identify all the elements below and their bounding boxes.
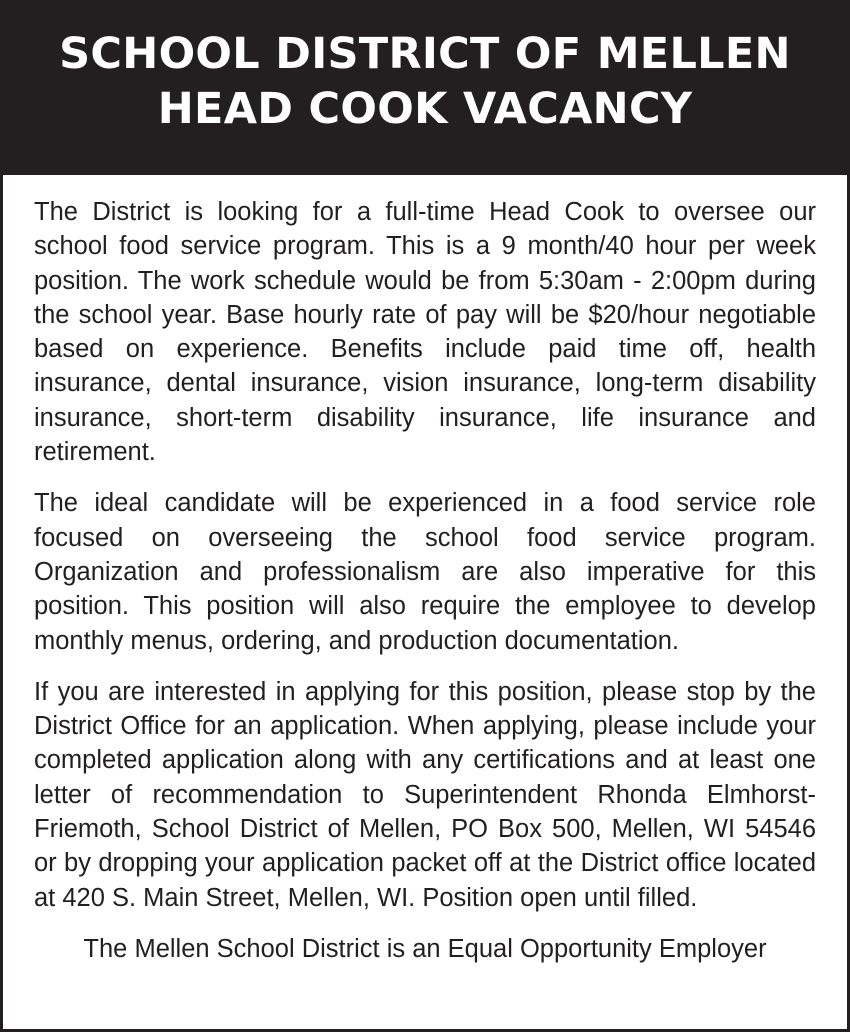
ad-title-line-2: HEAD COOK VACANCY: [157, 84, 693, 134]
ad-header: [3, 3, 847, 175]
job-description-paragraph: The District is looking for a full-time Head Cook to oversee our school food service program. This is a 9 month/40 hour per week position. The work schedule would be from 5:30am - 2:00pm during the school year. Base hourly rate of pay will be $20/hour negotiable based on experience. Benefits include paid time off, health insurance, dental insurance, vision insurance, long-term disability insurance, short-term disability insurance, life insurance and retirement.: [34, 198, 816, 467]
equal-opportunity-statement: The Mellen School District is an Equal Opportunity Employer: [83, 934, 767, 963]
ad-body: [3, 175, 847, 966]
candidate-requirements-paragraph: The ideal candidate will be experienced in a food service role focused on overseeing the school food service program. Organization and professionalism are also imperative for this position. This position will also require the employee to develop monthly menus, ordering, and production documentation.: [34, 489, 816, 655]
ad-title-line-1: SCHOOL DISTRICT OF MELLEN: [59, 29, 791, 79]
application-instructions-paragraph: If you are interested in applying for this position, please stop by the District Office for an application. When applying, please include your completed application along with any certifications and at least one letter of recommendation to Superintendent Rhonda Elmhorst-Friemoth, School District of Mellen, PO Box 500, Mellen, WI 54546 or by dropping your application packet off at the District office located at 420 S. Main Street, Mellen, WI. Position open until filled.: [34, 677, 816, 912]
